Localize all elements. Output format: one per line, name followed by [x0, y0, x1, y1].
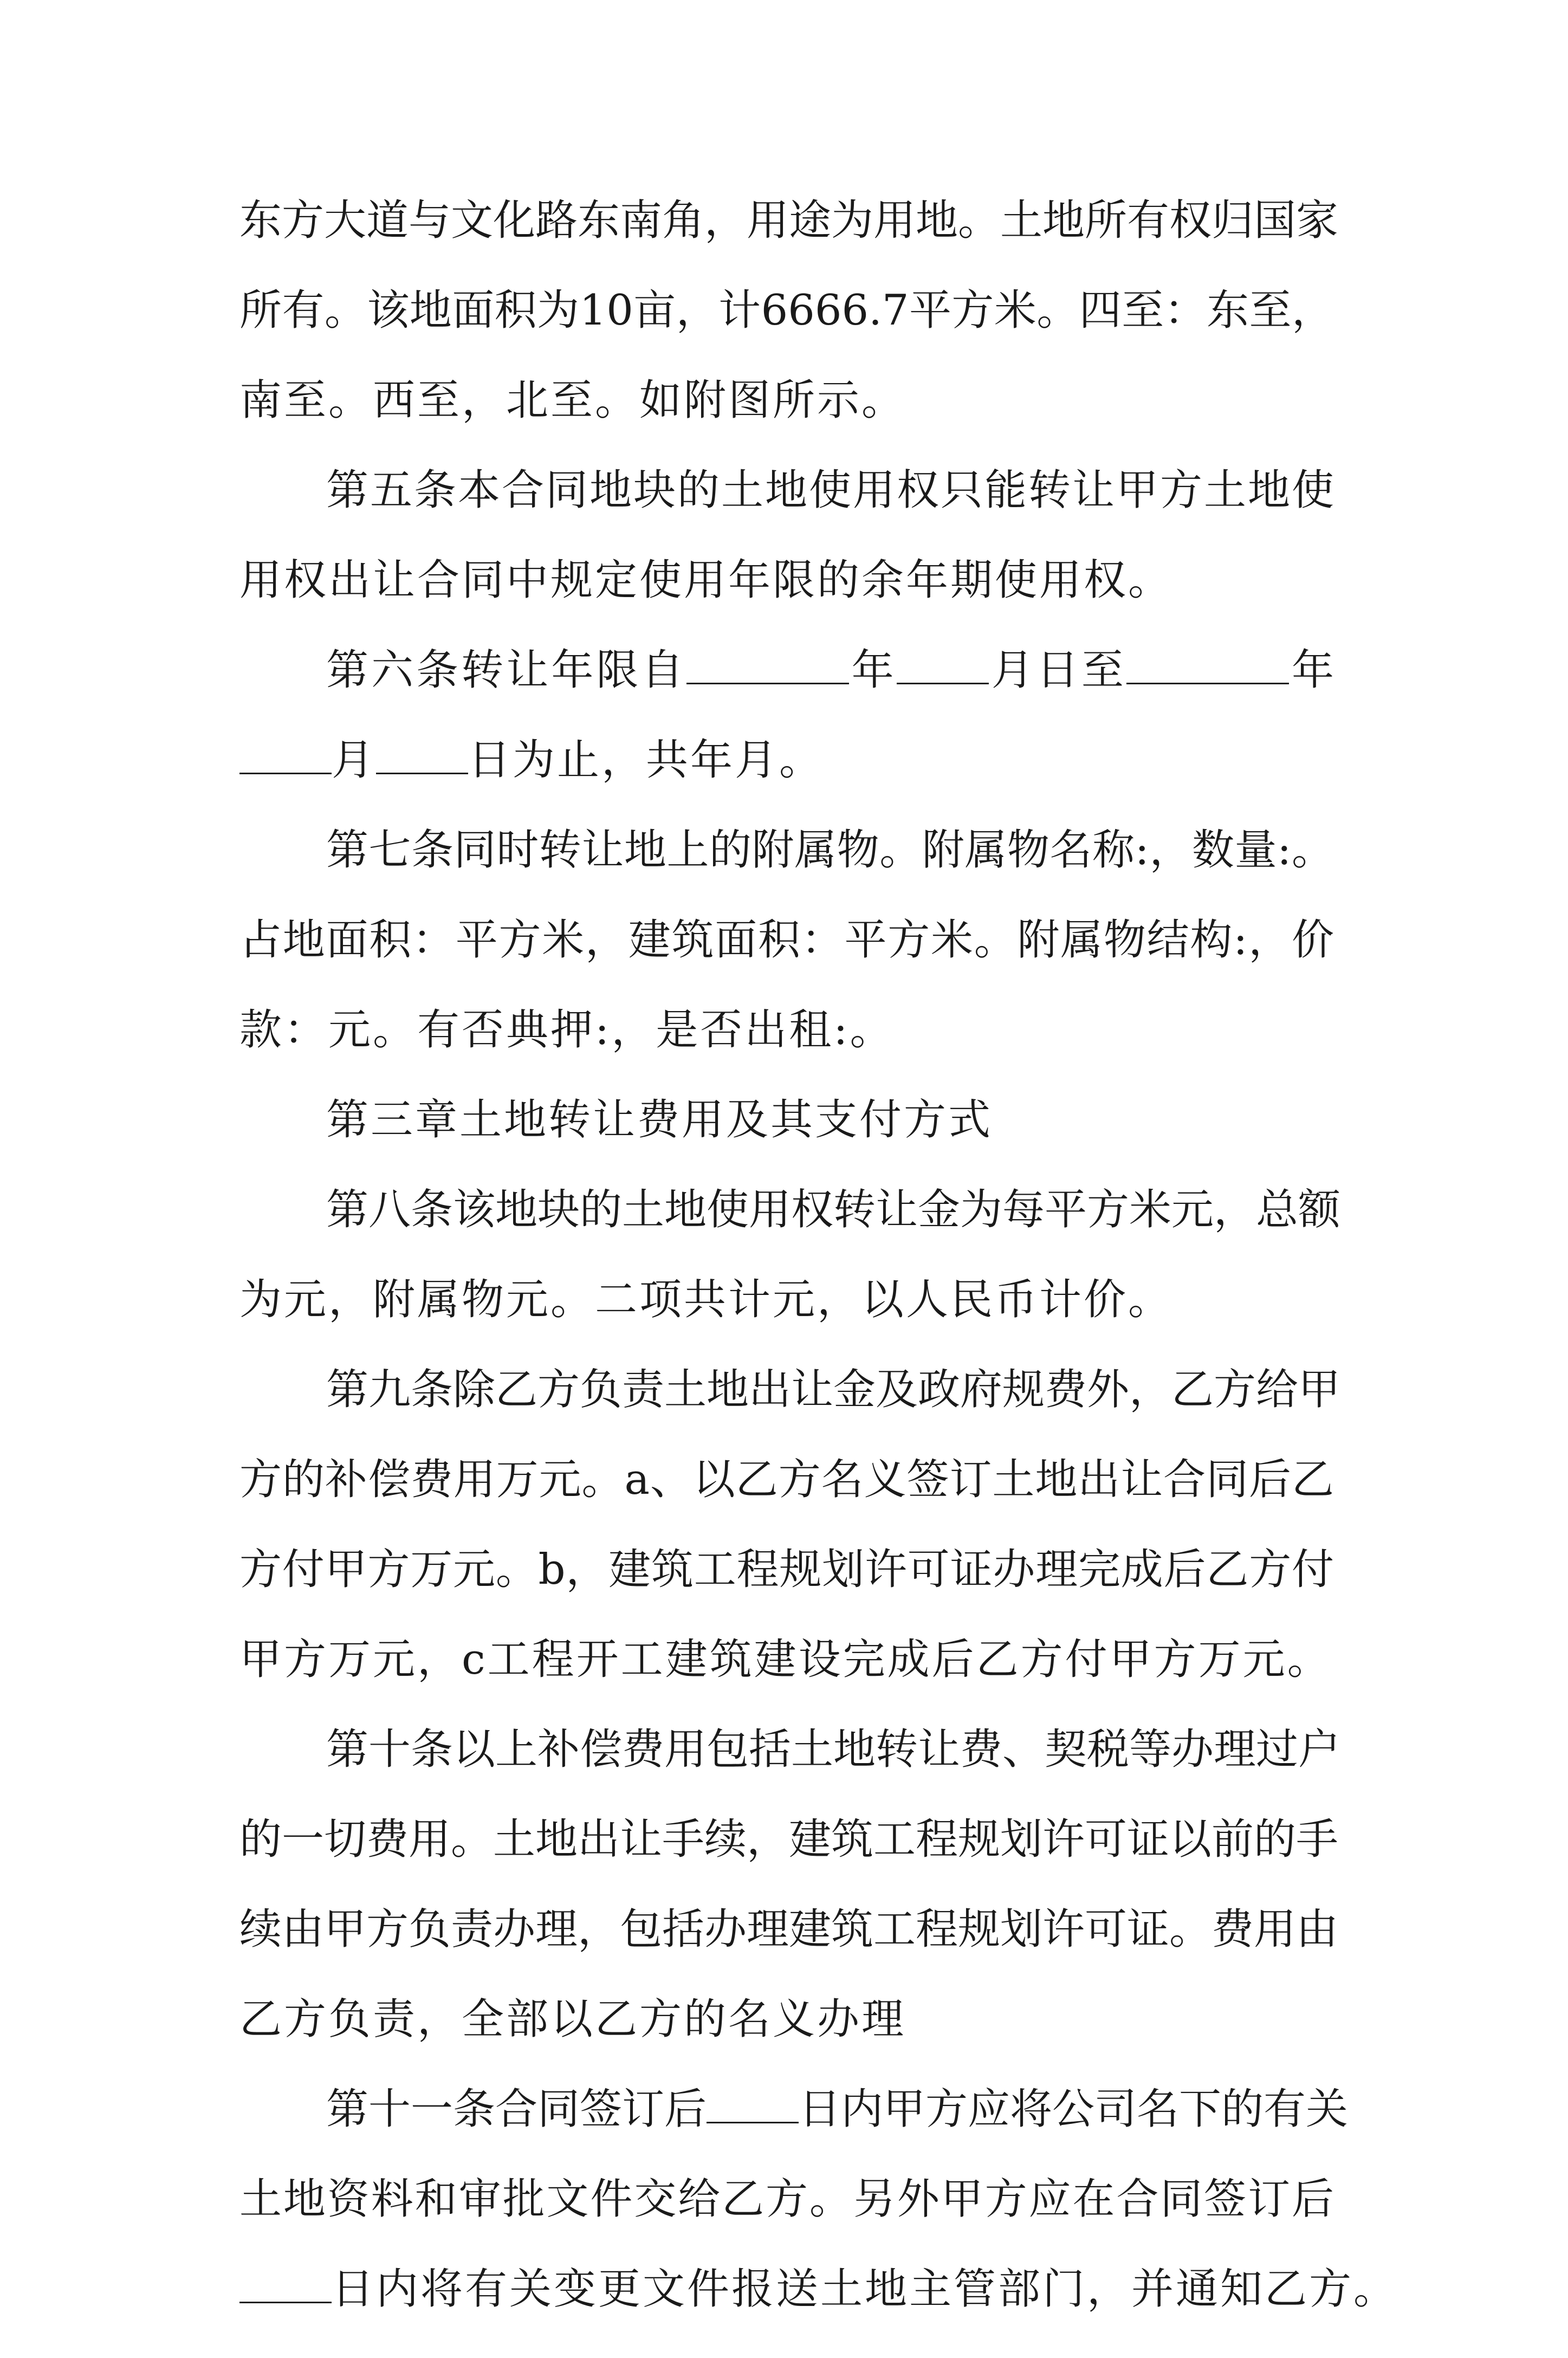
- text-line: 用权出让合同中规定使用年限的余年期使用权。: [239, 556, 1173, 605]
- article-6-line: [239, 646, 1334, 695]
- text-segment: 第六条转让年限自: [326, 646, 686, 695]
- text-line: 方的补偿费用万元。a、以乙方名义签订土地出让合同后乙: [239, 1455, 1334, 1504]
- document-body: [239, 196, 1398, 2358]
- article-9-line: 第九条除乙方负责土地出让金及政府规费外，乙方给甲: [326, 1365, 1341, 1414]
- text-segment: 年: [848, 646, 897, 695]
- blank-underline: [239, 2268, 332, 2303]
- article-7-line: 第七条同时转让地上的附属物。附属物名称:，数量:。: [326, 826, 1334, 874]
- text-line: 方付甲方万元。b，建筑工程规划许可证办理完成后乙方付: [239, 1545, 1334, 1594]
- blank-underline: [239, 739, 332, 774]
- text-line: 为元，附属物元。二项共计元，以人民币计价。: [239, 1275, 1173, 1324]
- blank-underline: [686, 649, 849, 684]
- text-line: 占地面积：平方米，建筑面积：平方米。附属物结构:，价: [239, 916, 1334, 964]
- text-line: 甲方万元，c工程开工建筑建设完成后乙方付甲方万元。: [239, 1635, 1332, 1684]
- text-segment: 月日至: [988, 646, 1126, 695]
- text-line: [239, 736, 1334, 785]
- text-line: 土地资料和审批文件交给乙方。另外甲方应在合同签订后: [239, 2175, 1334, 2224]
- article-10-line: 第十条以上补偿费用包括土地转让费、契税等办理过户: [326, 1725, 1341, 1774]
- text-line: 的一切费用。土地出让手续，建筑工程规划许可证以前的手: [239, 1815, 1339, 1864]
- blank-underline: [707, 2088, 799, 2123]
- text-line: [239, 2265, 1398, 2314]
- text-segment: 年: [1288, 646, 1334, 695]
- text-line: 续由甲方负责办理，包括办理建筑工程规划许可证。费用由: [239, 1905, 1339, 1954]
- text-line: 东方大道与文化路东南角，用途为用地。土地所有权归国家: [239, 196, 1339, 245]
- text-segment: 日内甲方应将公司名下的有关: [799, 2085, 1349, 2134]
- blank-underline: [897, 649, 989, 684]
- text-segment: 第十一条合同签订后: [326, 2085, 707, 2134]
- text-segment: 日内将有关变更文件报送土地主管部门，并通知乙方。: [332, 2265, 1398, 2314]
- text-line: 乙方负责，全部以乙方的名义办理: [239, 1995, 906, 2044]
- text-line: 南至。西至，北至。如附图所示。: [239, 376, 906, 425]
- text-line: 所有。该地面积为10亩，计6666.7平方米。四至：东至，: [239, 286, 1334, 335]
- blank-underline: [376, 739, 468, 774]
- text-segment: 日为止，共年月。: [468, 736, 824, 785]
- article-5-line: 第五条本合同地块的土地使用权只能转让甲方土地使: [326, 466, 1334, 515]
- chapter-heading: 第三章土地转让费用及其支付方式: [326, 1096, 993, 1144]
- text-line: 款：元。有否典押:，是否出租:。: [239, 1006, 895, 1054]
- blank-underline: [1126, 649, 1289, 684]
- article-11-line: [239, 2085, 1349, 2134]
- article-8-line: 第八条该地块的土地使用权转让金为每平方米元，总额: [326, 1186, 1341, 1234]
- text-segment: 月: [332, 736, 377, 785]
